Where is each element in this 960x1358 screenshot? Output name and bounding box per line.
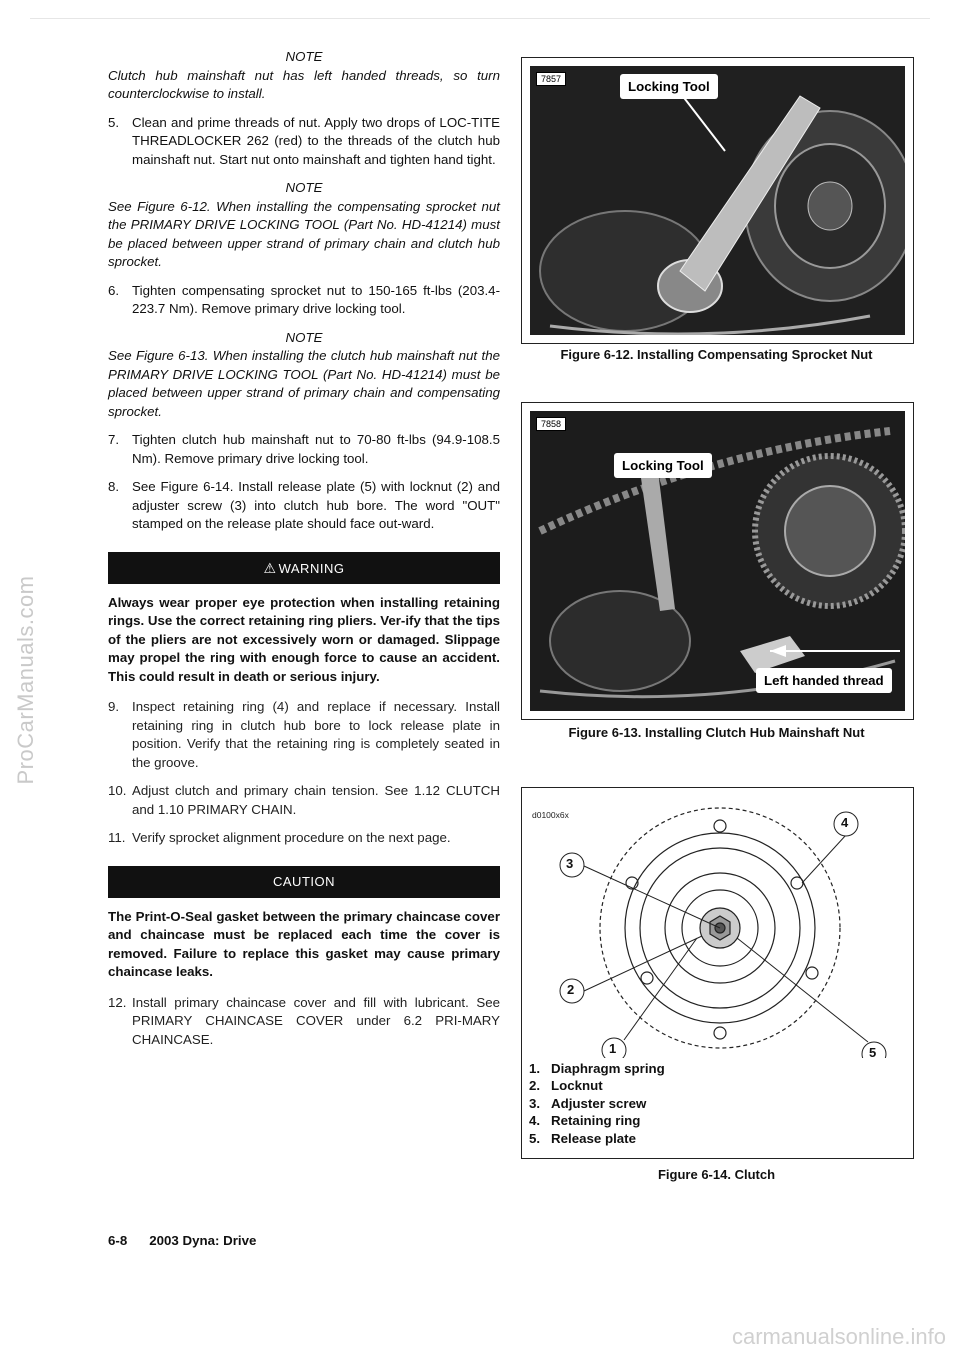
caution-banner: CAUTION (108, 866, 500, 898)
step-number: 9. (108, 699, 120, 714)
legend-num: 2. (529, 1078, 541, 1094)
step-6 (108, 282, 500, 319)
legend-item (529, 1060, 665, 1077)
step-text: Tighten compensating sprocket nut to 150-165 ft-lbs (203.4-223.7 Nm). Remove primary drive locking tool. (132, 282, 500, 316)
step-7 (108, 431, 500, 468)
caution-text: The Print-O-Seal gasket between the primary chaincase cover and chaincase must be replaced each time the cover is removed. Failure to replace this gasket may cause primary chaincase leaks. (108, 908, 500, 979)
step-12 (108, 994, 500, 1050)
sprocket-photo-art (530, 66, 905, 335)
step-5 (108, 114, 500, 170)
figure-id: 7858 (536, 417, 566, 431)
marker-5: 5 (869, 1045, 877, 1060)
step-9 (108, 698, 500, 772)
step-text: Install primary chaincase cover and fill with lubricant. See PRIMARY CHAINCASE COVER under 6.2 PRI-MARY CHAINCASE. (132, 994, 500, 1047)
step-number: 6. (108, 282, 120, 298)
note-body: See Figure 6-12. When installing the compensating sprocket nut the PRIMARY DRIVE LOCKING TOOL (Part No. HD-41214) must be placed between upper strand of primary chain and clutch hub sprocket. (108, 198, 500, 269)
step-number: 12. (108, 994, 127, 1010)
left-handed-thread-callout: Left handed thread (756, 668, 892, 693)
note-body: Clutch hub mainshaft nut has left handed threads, so turn counterclockwise to install. (108, 67, 500, 101)
side-watermark (6, 560, 46, 800)
figure-6-13-photo (530, 411, 905, 711)
legend-text: Adjuster screw (551, 1095, 647, 1111)
note-heading: NOTE (285, 329, 323, 345)
legend-num: 1. (529, 1061, 541, 1076)
marker-4: 4 (841, 815, 849, 830)
step-10 (108, 782, 500, 819)
legend-item (529, 1077, 665, 1094)
figure-6-14-caption: Figure 6-14. Clutch (657, 1167, 776, 1182)
legend-item (529, 1130, 665, 1147)
legend-item (529, 1095, 665, 1112)
step-number: 7. (108, 432, 120, 447)
clutch-diagram (522, 788, 913, 1058)
figure-6-13-caption: Figure 6-13. Installing Clutch Hub Mainshaft Nut (568, 725, 865, 740)
note-heading: NOTE (285, 49, 323, 64)
note-body: See Figure 6-13. When installing the clutch hub mainshaft nut the PRIMARY DRIVE LOCKING TOOL (Part No. HD-41214) must be placed between upper strand of primary chain and compensating sprocket. (108, 348, 500, 419)
marker-2: 2 (567, 982, 575, 997)
legend-num: 5. (529, 1130, 541, 1146)
legend-text: Release plate (551, 1130, 637, 1146)
warning-text: Always wear proper eye protection when installing retaining rings. Use the correct retaining ring pliers. Ver-ify that the tips of the pliers are not excessively worn or damaged. Slippage may propel the ring with enough force to cause an accident. This could result in death or serious injury. (108, 594, 500, 684)
step-number: 8. (108, 479, 120, 494)
step-text: Clean and prime threads of nut. Apply two drops of LOC-TITE THREADLOCKER 262 (red) to the threads of the clutch hub mainshaft nut. Start nut onto mainshaft and tighten hand tight. (132, 114, 500, 167)
legend-num: 4. (529, 1113, 541, 1129)
page-number: 6-8 (108, 1233, 128, 1248)
legend-item (529, 1112, 665, 1129)
warning-label: WARNING (278, 560, 345, 576)
clutch-hub-photo-art (530, 411, 905, 711)
footer-title: 2003 Dyna: Drive (149, 1233, 257, 1248)
figure-6-14 (521, 787, 914, 1159)
warning-triangle-icon: ⚠ (263, 559, 277, 576)
marker-1: 1 (609, 1041, 617, 1056)
figure-id: 7857 (536, 72, 566, 86)
marker-3: 3 (566, 856, 574, 871)
top-rule (30, 18, 930, 19)
page-footer (108, 1233, 278, 1248)
figure-6-12-photo (530, 66, 905, 335)
figure-6-12 (521, 57, 914, 344)
figure-6-12-caption: Figure 6-12. Installing Compensating Sprocket Nut (560, 347, 873, 362)
step-8 (108, 478, 500, 534)
figure-6-13 (521, 402, 914, 720)
step-number: 5. (108, 114, 120, 130)
note-heading: NOTE (285, 180, 323, 195)
step-number: 11. (108, 830, 126, 845)
footer-watermark: carmanualsonline.info (731, 1324, 946, 1349)
side-watermark-text: ProCarManuals.com (13, 575, 38, 785)
step-11 (108, 829, 500, 848)
locking-tool-callout: Locking Tool (620, 74, 718, 99)
figure-id: d0100x6x (532, 810, 569, 820)
clutch-legend (529, 1060, 665, 1147)
legend-text: Retaining ring (551, 1113, 641, 1129)
step-text: Verify sprocket alignment procedure on the next page. (132, 830, 451, 845)
legend-text: Diaphragm spring (551, 1061, 665, 1076)
legend-num: 3. (529, 1095, 541, 1111)
locking-tool-callout: Locking Tool (614, 453, 712, 478)
legend-text: Locknut (551, 1078, 603, 1094)
warning-banner (108, 552, 500, 584)
step-text: See Figure 6-14. Install release plate (5) with locknut (2) and adjuster screw (3) into clutch hub bore. The word "OUT" stamped on the release plate should face out-ward. (132, 479, 500, 531)
left-column (108, 48, 500, 1059)
step-number: 10. (108, 783, 127, 798)
step-text: Tighten clutch hub mainshaft nut to 70-80 ft-lbs (94.9-108.5 Nm). Remove primary drive locking tool. (132, 432, 500, 466)
step-text: Adjust clutch and primary chain tension. See 1.12 CLUTCH and 1.10 PRIMARY CHAIN. (132, 783, 500, 817)
step-text: Inspect retaining ring (4) and replace if necessary. Install retaining ring in clutch hub bore to lock release plate in position. Verify that the retaining ring is completely seated in the groove. (132, 699, 500, 770)
